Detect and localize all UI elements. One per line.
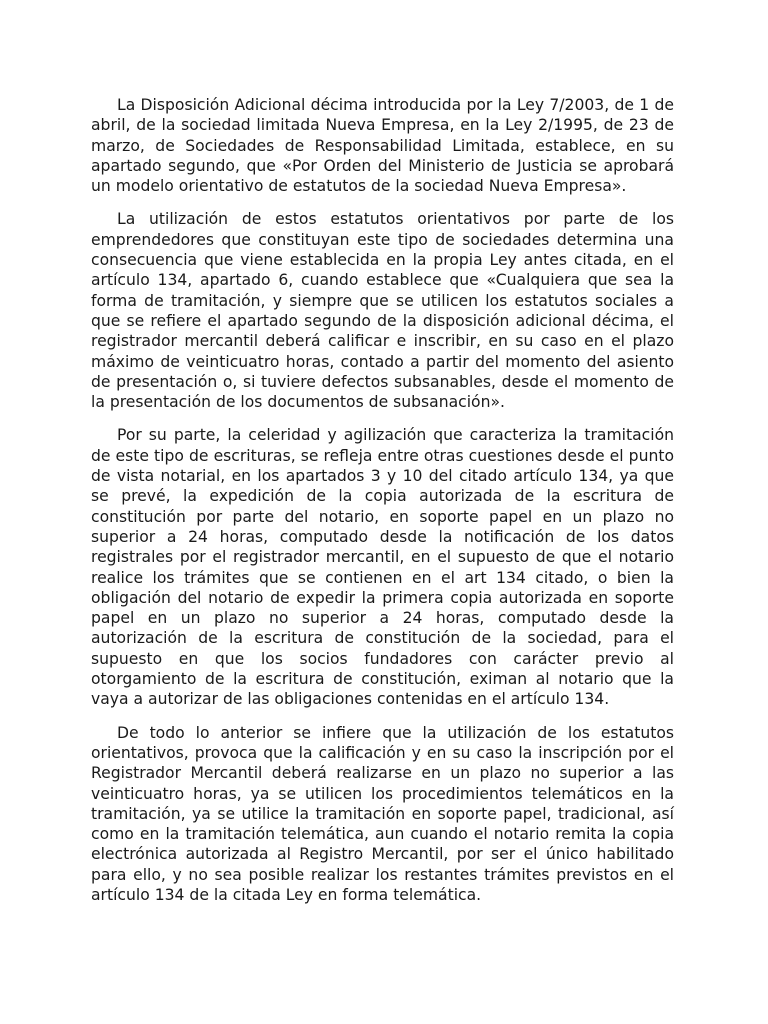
paragraph-estatutos-orientativos: La utilización de estos estatutos orientativos por parte de los emprendedores que constituyan este tipo de sociedades determina una consecuencia que viene establecida en la propia Ley antes citada, en el artículo 134, apartado 6, cuando establece que «Cualquiera que sea la forma de tramitación, y siempre que se utilicen los estatutos sociales a que se refiere el apartado segundo de la disposición adicional décima, el registrador mercantil deberá calificar e inscribir, en su caso en el plazo máximo de veinticuatro horas, contado a partir del momento del asiento de presentación o, si tuviere defectos subsanables, desde el momento de la presentación de los documentos de subsanación». <box>91 210 674 412</box>
document-page <box>91 95 674 918</box>
paragraph-conclusion: De todo lo anterior se infiere que la utilización de los estatutos orientativos, provoca que la calificación y en su caso la inscripción por el Registrador Mercantil deberá realizarse en un plazo no superior a las veinticuatro horas, ya se utilicen los procedimientos telemáticos en la tramitación, ya se utilice la tramitación en soporte papel, tradicional, así como en la tramitación telemática, aun cuando el notario remita la copia electrónica autorizada al Registro Mercantil, por ser el único habilitado para ello, y no sea posible realizar los restantes trámites previstos en el artículo 134 de la citada Ley en forma telemática. <box>91 723 674 904</box>
paragraph-disposicion-adicional: La Disposición Adicional décima introducida por la Ley 7/2003, de 1 de abril, de la sociedad limitada Nueva Empresa, en la Ley 2/1995, de 23 de marzo, de Sociedades de Responsabilidad Limitada, establece, en su apartado segundo, que «Por Orden del Ministerio de Justicia se aprobará un modelo orientativo de estatutos de la sociedad Nueva Empresa». <box>91 96 674 196</box>
paragraph-celeridad-tramitacion: Por su parte, la celeridad y agilización que caracteriza la tramitación de este tipo de escrituras, se refleja entre otras cuestiones desde el punto de vista notarial, en los apartados 3 y 10 del citado artículo 134, ya que se prevé, la expedición de la copia autorizada de la escritura de constitución por parte del notario, en soporte papel en un plazo no superior a 24 horas, computado desde la notificación de los datos registrales por el registrador mercantil, en el supuesto de que el notario realice los trámites que se contienen en el art 134 citado, o bien la obligación del notario de expedir la primera copia autorizada en soporte papel en un plazo no superior a 24 horas, computado desde la autorización de la escritura de constitución de la sociedad, para el supuesto en que los socios fundadores con carácter previo al otorgamiento de la escritura de constitución, eximan al notario que la vaya a autorizar de las obligaciones contenidas en el artículo 134. <box>91 426 674 709</box>
